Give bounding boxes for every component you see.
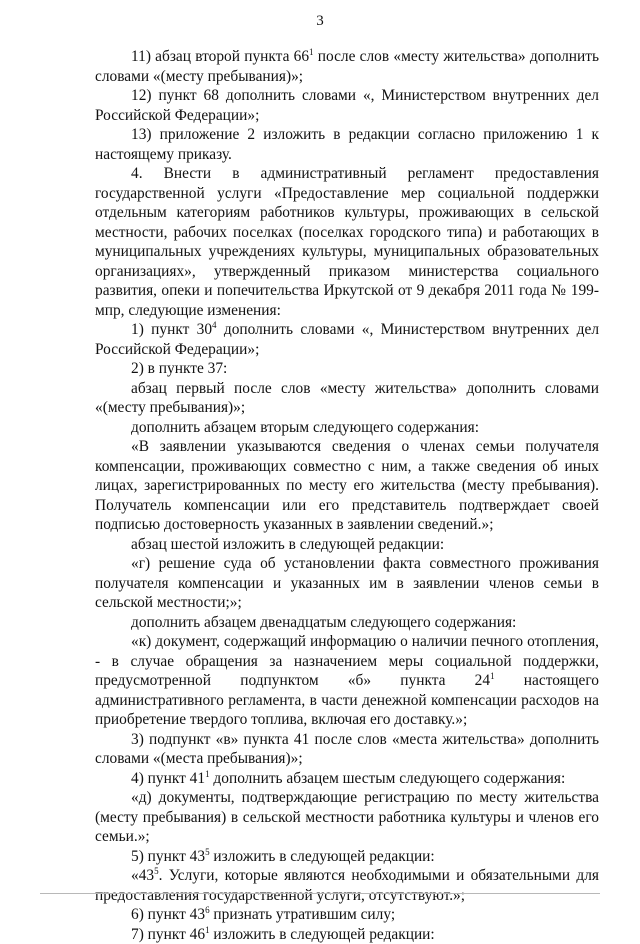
paragraph xyxy=(95,905,599,925)
paragraph-text: абзац шестой изложить в следующей редакции: xyxy=(131,536,444,553)
superscript-index: 1 xyxy=(309,47,314,57)
paragraph-text: 6) пункт 43 xyxy=(131,906,205,923)
paragraph-text: «В заявлении указываются сведения о членах семьи получателя компенсации, проживающих совместно с ним, а также сведения об иных лицах, зарегистрированных по месту его жительства (месту пребывания). Получатель компенсации или его представитель подтверждает своей подписью достоверность указанных в заявлении сведений.»; xyxy=(95,438,599,533)
paragraph xyxy=(95,418,599,438)
paragraph-text: 1) пункт 30 xyxy=(131,321,212,338)
paragraph-text: 4) пункт 41 xyxy=(131,770,205,787)
paragraph xyxy=(95,769,599,789)
paragraph xyxy=(95,86,599,125)
paragraph-text: «д) документы, подтверждающие регистрацию по месту жительства (месту пребывания) в сельской местности работника культуры и членов его семьи.»; xyxy=(95,789,599,845)
paragraph-text: 3) подпункт «в» пункта 41 после слов «места жительства» дополнить словами «(места пребывания)»; xyxy=(95,731,599,768)
paragraph-text: абзац первый после слов «месту жительства» дополнить словами «(месту пребывания)»; xyxy=(95,380,599,417)
paragraph xyxy=(95,47,599,86)
paragraph-text: после слов «месту жительства» дополнить словами «(месту пребывания)»; xyxy=(95,48,599,85)
paragraph-text: признать утратившим силу; xyxy=(210,906,396,923)
paragraph xyxy=(95,535,599,555)
paragraph-text: изложить в следующей редакции: xyxy=(210,926,435,943)
superscript-index: 1 xyxy=(490,671,495,681)
paragraph xyxy=(95,359,599,379)
paragraph xyxy=(95,125,599,164)
paragraph-text: дополнить абзацем вторым следующего содержания: xyxy=(131,419,479,436)
paragraph-text: 11) абзац второй пункта 66 xyxy=(131,48,309,65)
paragraph xyxy=(95,632,599,730)
page-number: 3 xyxy=(0,12,640,30)
paragraph-text: 5) пункт 43 xyxy=(131,848,205,865)
superscript-index: 5 xyxy=(154,866,159,876)
paragraph xyxy=(95,788,599,847)
paragraph xyxy=(95,847,599,867)
paragraph-text: «43 xyxy=(131,867,154,884)
paragraph-text: дополнить абзацем шестым следующего содержания: xyxy=(210,770,566,787)
paragraph-text: 7) пункт 46 xyxy=(131,926,205,943)
paragraph xyxy=(95,866,599,905)
paragraph-text: . Услуги, которые являются необходимыми и обязательными для предоставления государственной услуги, отсутствуют.»; xyxy=(95,867,599,904)
paragraph xyxy=(95,379,599,418)
paragraph-text: 4. Внести в административный регламент предоставления государственной услуги «Предоставление мер социальной поддержки отдельным категориям работников культуры, проживающих в сельской местности, рабочих поселках (поселках городского типа) и работающих в муниципальных учреждениях культуры, муниципальных образовательных организациях», утвержденный приказом министерства социального развития, опеки и попечительства Иркутской от 9 декабря 2011 года № 199-мпр, следующие изменения: xyxy=(95,165,599,319)
superscript-index: 1 xyxy=(205,925,210,935)
superscript-index: 5 xyxy=(205,847,210,857)
superscript-index: 4 xyxy=(212,320,217,330)
paragraph xyxy=(95,554,599,613)
paragraph xyxy=(95,613,599,633)
paragraph-text: «к) документ, содержащий информацию о наличии печного отопления, - в случае обращения за назначением меры социальной поддержки, предусмотренной подпунктом «б» пункта 24 xyxy=(95,633,599,689)
paragraph-text: изложить в следующей редакции: xyxy=(210,848,435,865)
paragraph xyxy=(95,437,599,535)
superscript-index: 6 xyxy=(205,905,210,915)
paragraph xyxy=(95,320,599,359)
paragraph xyxy=(95,925,599,944)
paragraph-text: 13) приложение 2 изложить в редакции согласно приложению 1 к настоящему приказу. xyxy=(95,126,599,163)
document-body xyxy=(95,47,599,944)
paragraph xyxy=(95,164,599,320)
paragraph-text: настоящего административного регламента, в части денежной компенсации расходов на приобретение твердого топлива, включая его доставку.»; xyxy=(95,672,599,728)
paragraph-text: 12) пункт 68 дополнить словами «, Министерством внутренних дел Российской Федерации»; xyxy=(95,87,599,124)
paragraph-text: «г) решение суда об установлении факта совместного проживания получателя компенсации и указанных им в заявлении членов семьи в сельской местности;»; xyxy=(95,555,599,611)
paragraph-text: дополнить абзацем двенадцатым следующего содержания: xyxy=(131,614,516,631)
page-bottom-rule xyxy=(40,893,600,894)
paragraph-text: 2) в пункте 37: xyxy=(131,360,227,377)
superscript-index: 1 xyxy=(205,769,210,779)
paragraph xyxy=(95,730,599,769)
paragraph-text: дополнить словами «, Министерством внутренних дел Российской Федерации»; xyxy=(95,321,599,358)
